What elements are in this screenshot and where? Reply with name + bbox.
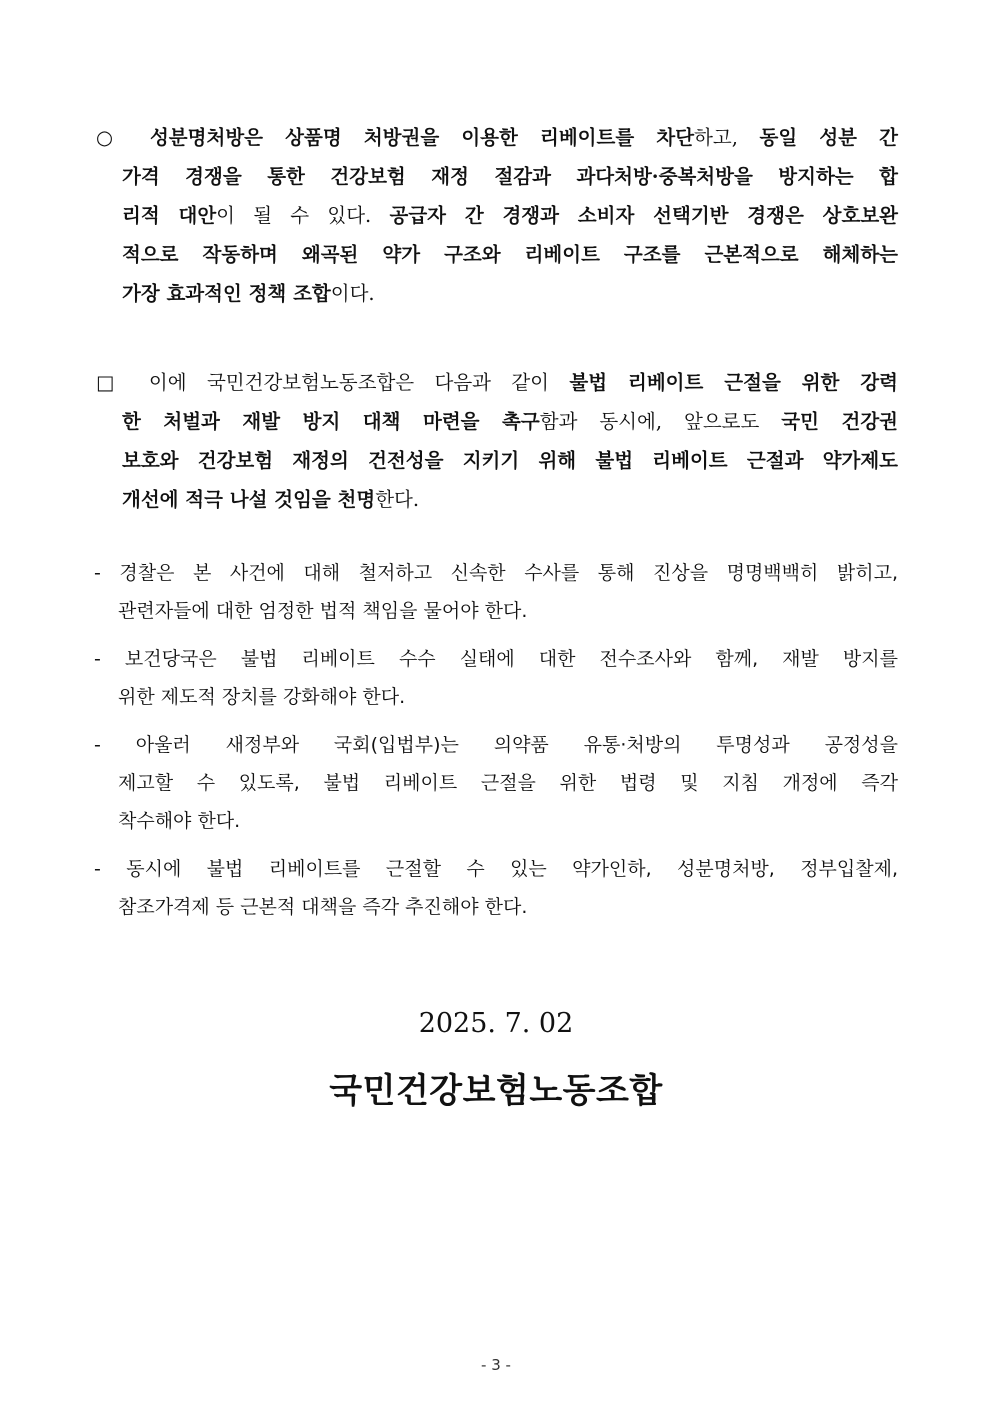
emphasized-text: 성분명처방은 상품명 처방권을 이용한 리베이트를 차단 bbox=[149, 126, 695, 149]
text-segment: 하고, bbox=[694, 126, 760, 149]
paragraph-line bbox=[96, 480, 898, 519]
text-segment: 이다. bbox=[330, 282, 375, 305]
demand-line: 위한 제도적 장치를 강화해야 한다. bbox=[118, 686, 406, 708]
demand-list bbox=[94, 554, 898, 926]
text-segment: 함과 동시에, 앞으로도 bbox=[539, 410, 782, 433]
demand-line: 제고할 수 있도록, 불법 리베이트 근절을 위한 법령 및 지침 개정에 즉각 bbox=[118, 772, 898, 794]
paragraph-line bbox=[96, 157, 898, 196]
text-segment: 이에 국민건강보험노동조합은 다음과 같이 bbox=[148, 371, 570, 394]
paragraph-line bbox=[96, 402, 898, 441]
emphasized-text: 적으로 작동하며 왜곡된 약가 구조와 리베이트 구조를 근본적으로 해체하는 bbox=[122, 243, 898, 266]
page-number: - 3 - bbox=[481, 1356, 511, 1374]
demand-item bbox=[94, 640, 898, 716]
text-segment: 한다. bbox=[375, 488, 420, 511]
demand-line: 참조가격제 등 근본적 대책을 즉각 추진해야 한다. bbox=[118, 896, 528, 918]
demand-line: 관련자들에 대한 엄정한 법적 책임을 물어야 한다. bbox=[118, 600, 528, 622]
circle-paragraph bbox=[96, 118, 898, 313]
emphasized-text: 가격 경쟁을 통한 건강보험 재정 절감과 과다처방·중복처방을 방지하는 합 bbox=[122, 165, 898, 188]
paragraph-line bbox=[96, 235, 898, 274]
demand-line: 착수해야 한다. bbox=[118, 810, 241, 832]
paragraph-line bbox=[96, 196, 898, 235]
document-date: 2025. 7. 02 bbox=[418, 1008, 574, 1039]
demand-line: - 보건당국은 불법 리베이트 수수 실태에 대한 전수조사와 함께, 재발 방지를 bbox=[94, 648, 898, 670]
emphasized-text: 개선에 적극 나설 것임을 천명 bbox=[122, 488, 376, 511]
paragraph-line bbox=[96, 363, 898, 402]
emphasized-text: 한 처벌과 재발 방지 대책 마련을 촉구 bbox=[122, 410, 540, 433]
emphasized-text: 가장 효과적인 정책 조합 bbox=[122, 282, 331, 305]
paragraph-marker: ○ bbox=[96, 126, 150, 149]
square-paragraph bbox=[96, 363, 898, 519]
paragraph-line bbox=[96, 274, 898, 313]
emphasized-text: 리적 대안 bbox=[122, 204, 217, 227]
paragraph-line bbox=[96, 441, 898, 480]
paragraph-line bbox=[96, 118, 898, 157]
emphasized-text: 보호와 건강보험 재정의 건전성을 지키기 위해 불법 리베이트 근절과 약가제도 bbox=[122, 449, 898, 472]
emphasized-text: 국민 건강권 bbox=[781, 410, 898, 433]
emphasized-text: 동일 성분 간 bbox=[759, 126, 899, 149]
demand-item bbox=[94, 554, 898, 630]
text-segment: 이 될 수 있다. bbox=[216, 204, 390, 227]
demand-line: - 아울러 새정부와 국회(입법부)는 의약품 유통·처방의 투명성과 공정성을 bbox=[94, 734, 898, 756]
demand-line: - 동시에 불법 리베이트를 근절할 수 있는 약가인하, 성분명처방, 정부입찰제, bbox=[94, 858, 898, 880]
organization-name: 국민건강보험노동조합 bbox=[329, 1071, 663, 1111]
emphasized-text: 불법 리베이트 근절을 위한 강력 bbox=[569, 371, 898, 394]
demand-line: - 경찰은 본 사건에 대해 철저하고 신속한 수사를 통해 진상을 명명백백히 밝히고, bbox=[94, 562, 898, 584]
demand-item bbox=[94, 726, 898, 840]
paragraph-marker: □ bbox=[96, 371, 149, 394]
demand-item bbox=[94, 850, 898, 926]
emphasized-text: 공급자 간 경쟁과 소비자 선택기반 경쟁은 상호보완 bbox=[389, 204, 898, 227]
